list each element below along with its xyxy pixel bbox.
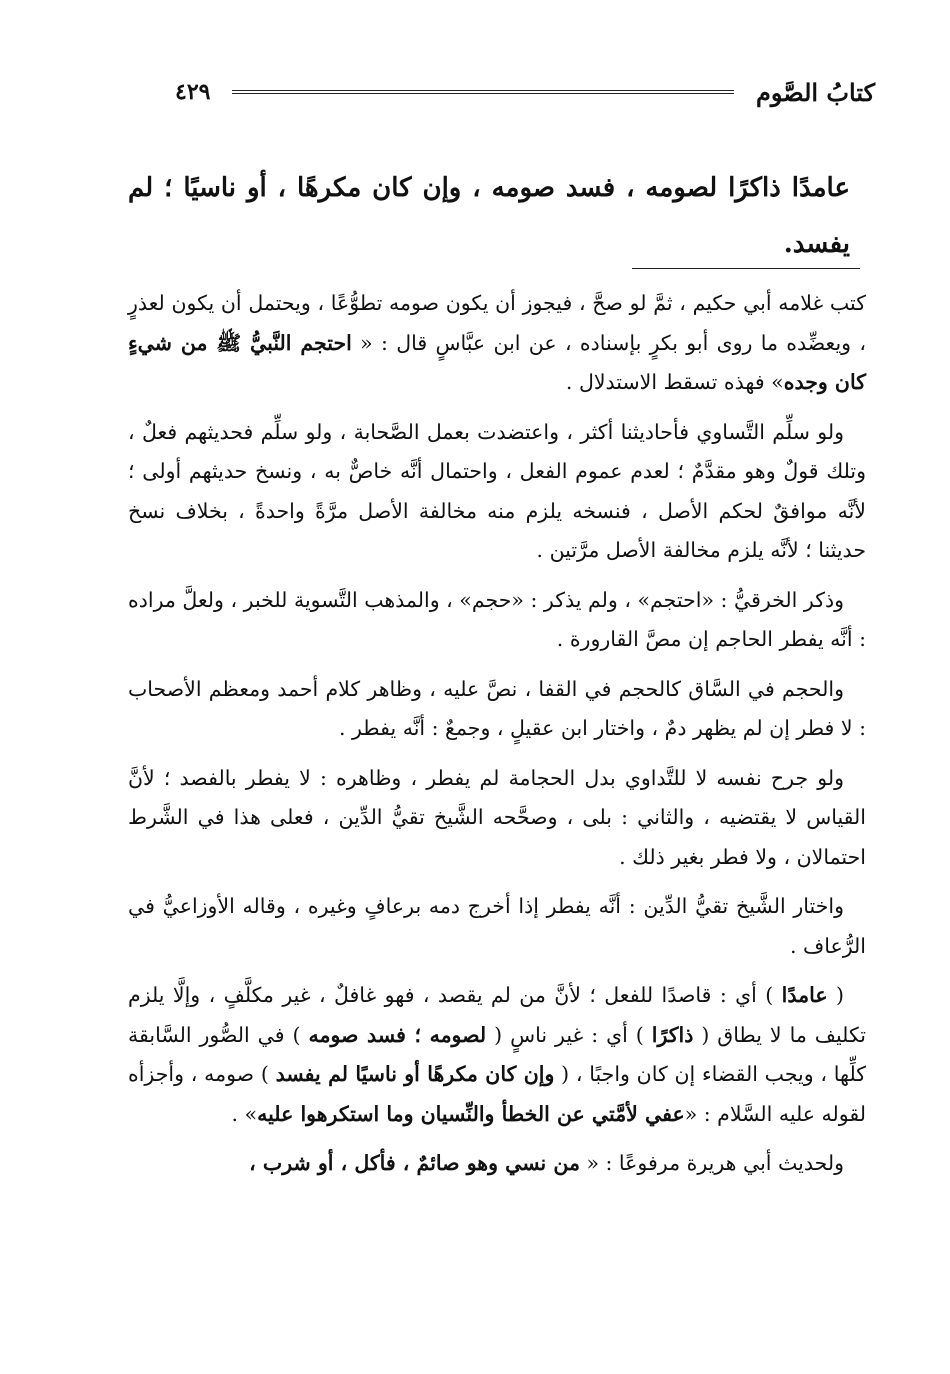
- hadith-quote: عفي لأمَّتي عن الخطأ والنِّسيان وما استكرهوا عليه: [257, 1101, 685, 1126]
- hadith-quote: احتجم النَّبيُّ ﷺ من شيءٍ كان وجده: [128, 330, 866, 394]
- header-rule: [232, 90, 734, 94]
- text-run: (: [827, 983, 844, 1007]
- page-header: [175, 72, 875, 112]
- commentary-paragraph: والحجم في السَّاق كالحجم في القفا ، نصَّ عليه ، وظاهر كلام أحمد ومعظم الأصحاب : لا فطر إن لم يظهر دمٌ ، واختار ابن عقيلٍ ، وجمعٌ : أنَّه يفطر .: [128, 676, 866, 740]
- commentary-paragraph: ولو جرح نفسه لا للتَّداوي بدل الحجامة لم يفطر ، وظاهره : لا يفطر بالفصد ؛ لأنَّ القياس لا يقتضيه ، والثاني : بلى ، وصحَّحه الشَّيخ تقيُّ الدِّين ، فعلى هذا في الشَّرط احتمالان ، ولا فطر بغير ذلك .: [128, 765, 866, 869]
- commentary-paragraph: [128, 1144, 866, 1184]
- matn-quote: ذاكرًا: [651, 1022, 694, 1047]
- text-run: ) في الصُّور السَّابقة كلِّها ، ويجب القضاء إن كان واجبًا ، (: [128, 1022, 867, 1086]
- commentary-paragraph: [128, 976, 866, 1134]
- commentary-paragraph: [128, 284, 866, 403]
- commentary-paragraph: واختار الشَّيخ تقيُّ الدِّين : أنَّه يفطر إذا أخرج دمه برعافٍ وغيره ، وقاله الأوزاعيُّ في الرُّعاف .: [128, 894, 866, 958]
- chapter-title: كتابُ الصَّوم: [756, 77, 875, 107]
- main-text-line: عامدًا ذاكرًا لصومه ، فسد صومه ، وإن كان مكرهًا ، أو ناسيًا ؛ لم يفسد.: [128, 173, 850, 259]
- matn-quote: عامدًا: [781, 983, 828, 1007]
- commentary-paragraph: ولو سلِّم التَّساوي فأحاديثنا أكثر ، واعتضدت بعمل الصَّحابة ، ولو سلِّم فحديثهم فعلٌ ، وتلك قولٌ وهو مقدَّمٌ ؛ لعدم عموم الفعل ، واحتمال أنَّه خاصٌّ به ، ونسخ حديثهم أولى ؛ لأنَّه موافقٌ لحكم الأصل ، فنسخه يلزم منه مخالفة الأصل مرَّةً واحدةً ، بخلاف نسخ حديثنا ؛ لأنَّه يلزم مخالفة الأصل مرَّتين .: [128, 419, 866, 562]
- page-number: ٤٢٩: [175, 79, 211, 105]
- matn-quote: لصومه ؛ فسد صومه: [308, 1022, 487, 1047]
- text-run: ) أي : قاصدًا للفعل ؛ لأنَّ من لم يقصد ، فهو غافلٌ ، غير مكلَّفٍ ، وإلَّا يلزم تكليف ما لا يطاق (: [128, 983, 866, 1047]
- matn-quote: وإن كان مكرهًا أو ناسيًا لم يفسد: [275, 1062, 555, 1086]
- footnote-separator: [632, 268, 860, 269]
- text-run: ) أي : غير ناسٍ (: [486, 1022, 652, 1047]
- text-run: ) صومه ، وأجزأه لقوله عليه السَّلام : «: [128, 1062, 866, 1126]
- commentary: [128, 284, 866, 1194]
- text-run: » فهذه تسقط الاستدلال .: [565, 370, 784, 394]
- commentary-paragraph: وذكر الخرقيُّ : «احتجم» ، ولم يذكر : «حجم» ، والمذهب التَّسوية للخبر ، ولعلَّ مراده : أنَّه يفطر الحاجم إن مصَّ القارورة .: [128, 587, 866, 651]
- main-text: [128, 160, 850, 272]
- text-run: » .: [231, 1101, 258, 1126]
- text-run: كتب غلامه أبي حكيم ، ثمَّ لو صحَّ ، فيجوز أن يكون صومه تطوُّعًا ، ويحتمل أن يكون لعذرٍ ، ويعضِّده ما روى أبو بكرٍ بإسناده ، عن ابن عبَّاسٍ قال : «: [128, 291, 866, 355]
- hadith-quote: من نسي وهو صائمٌ ، فأكل ، أو شرب ،: [249, 1151, 580, 1175]
- text-run: ولحديث أبي هريرة مرفوعًا : «: [579, 1151, 844, 1175]
